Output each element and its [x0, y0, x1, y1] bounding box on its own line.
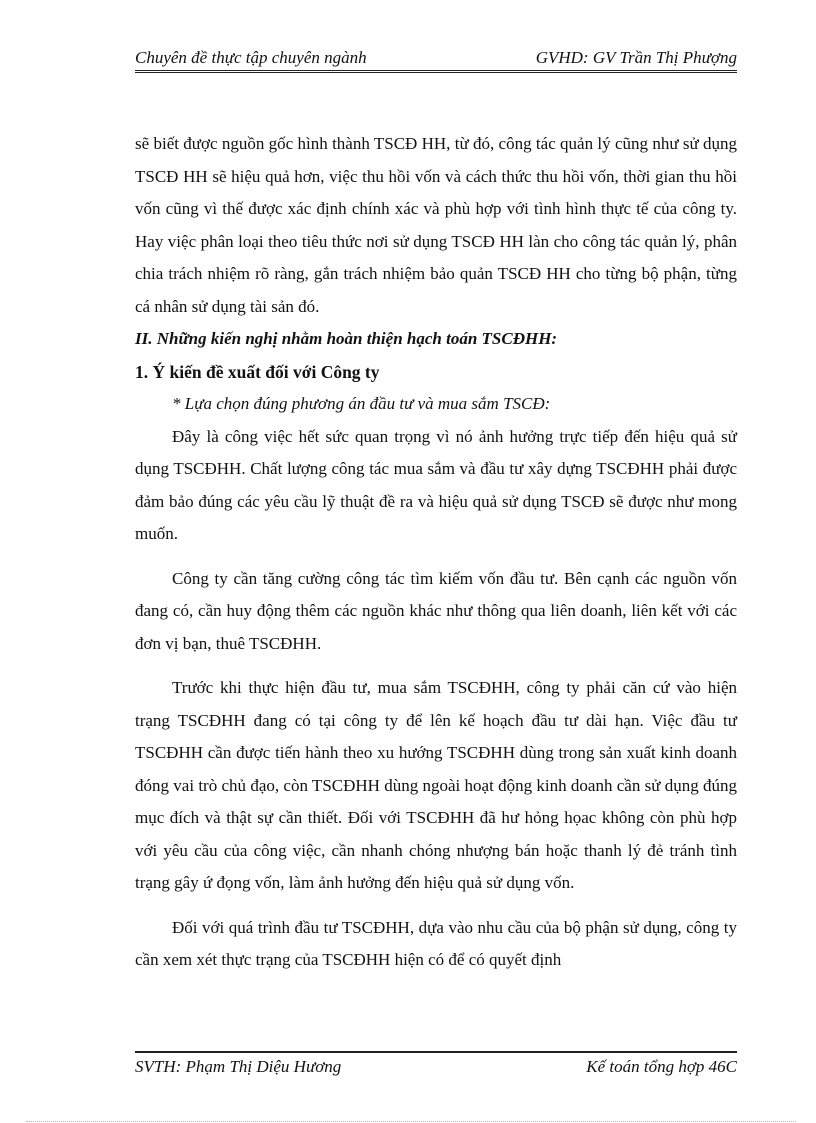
paragraph-4: Đối với quá trình đầu tư TSCĐHH, dựa vào nhu cầu của bộ phận sử dụng, công ty cần xem xét thực trạng của TSCĐHH hiện có để có quyết định	[135, 917, 737, 969]
subsection-heading: 1. Ý kiến đề xuất đối với Công ty	[135, 361, 380, 382]
page-header	[135, 48, 737, 73]
section-heading: II. Những kiến nghị nhằm hoàn thiện hạch toán TSCĐHH:	[135, 329, 558, 348]
footer-class: Kế toán tổng hợp 46C	[586, 1057, 737, 1076]
page-body	[135, 128, 737, 977]
page-bottom-divider	[26, 1121, 796, 1122]
footer-student: SVTH: Phạm Thị Diệu Hương	[135, 1057, 342, 1076]
item-heading: * Lựa chọn đúng phương án đầu tư và mua sắm TSCĐ:	[172, 394, 551, 413]
paragraph-intro: sẽ biết được nguồn gốc hình thành TSCĐ HH, từ đó, công tác quản lý cũng như sử dụng TSCĐ HH sẽ hiệu quả hơn, việc thu hồi vốn và cách thức thu hồi vốn, thời gian thu hồi vốn cũng vì thế được xác định chính xác và phù hợp với tình hình thực tế của công ty. Hay việc phân loại theo tiêu thức nơi sử dụng TSCĐ HH làn cho công tác quản lý, phân chia trách nhiệm rõ ràng, gắn trách nhiệm bảo quản TSCĐ HH cho từng bộ phận, từng cá nhân sử dụng tài sản đó.	[135, 134, 737, 316]
paragraph-1: Đây là công việc hết sức quan trọng vì nó ảnh hưởng trực tiếp đến hiệu quả sử dụng TSCĐHH. Chất lượng công tác mua sắm và đầu tư xây dựng TSCĐHH phải được đảm bảo đúng các yêu cầu lỹ thuật đề ra và hiệu quả sử dụng TSCĐ sẽ được như mong muốn.	[135, 426, 737, 543]
header-supervisor: GVHD: GV Trần Thị Phượng	[535, 48, 737, 67]
paragraph-2: Công ty cần tăng cường công tác tìm kiếm vốn đầu tư. Bên cạnh các nguồn vốn đang có, cần huy động thêm các nguồn khác như thông qua liên doanh, liên kết với các đơn vị bạn, thuê TSCĐHH.	[135, 568, 737, 653]
page-footer	[135, 1051, 737, 1077]
header-report-title: Chuyên đề thực tập chuyên ngành	[135, 48, 367, 67]
paragraph-3: Trước khi thực hiện đầu tư, mua sắm TSCĐHH, công ty phải căn cứ vào hiện trạng TSCĐHH đang có tại công ty để lên kế hoạch đầu tư dài hạn. Việc đầu tư TSCĐHH cần được tiến hành theo xu hướng TSCĐHH dùng trong sản xuất kinh doanh đóng vai trò chủ đạo, còn TSCĐHH dùng ngoài hoạt động kinh doanh cần sử dụng đúng mục đích và thật sự cần thiết. Đối với TSCĐHH đã hư hỏng họac không còn phù hợp với yêu cầu của công việc, cần nhanh chóng nhượng bán hoặc thanh lý đẻ tránh tình trạng gây ứ đọng vốn, làm ảnh hưởng đến hiệu quả sử dụng vốn.	[135, 678, 737, 892]
